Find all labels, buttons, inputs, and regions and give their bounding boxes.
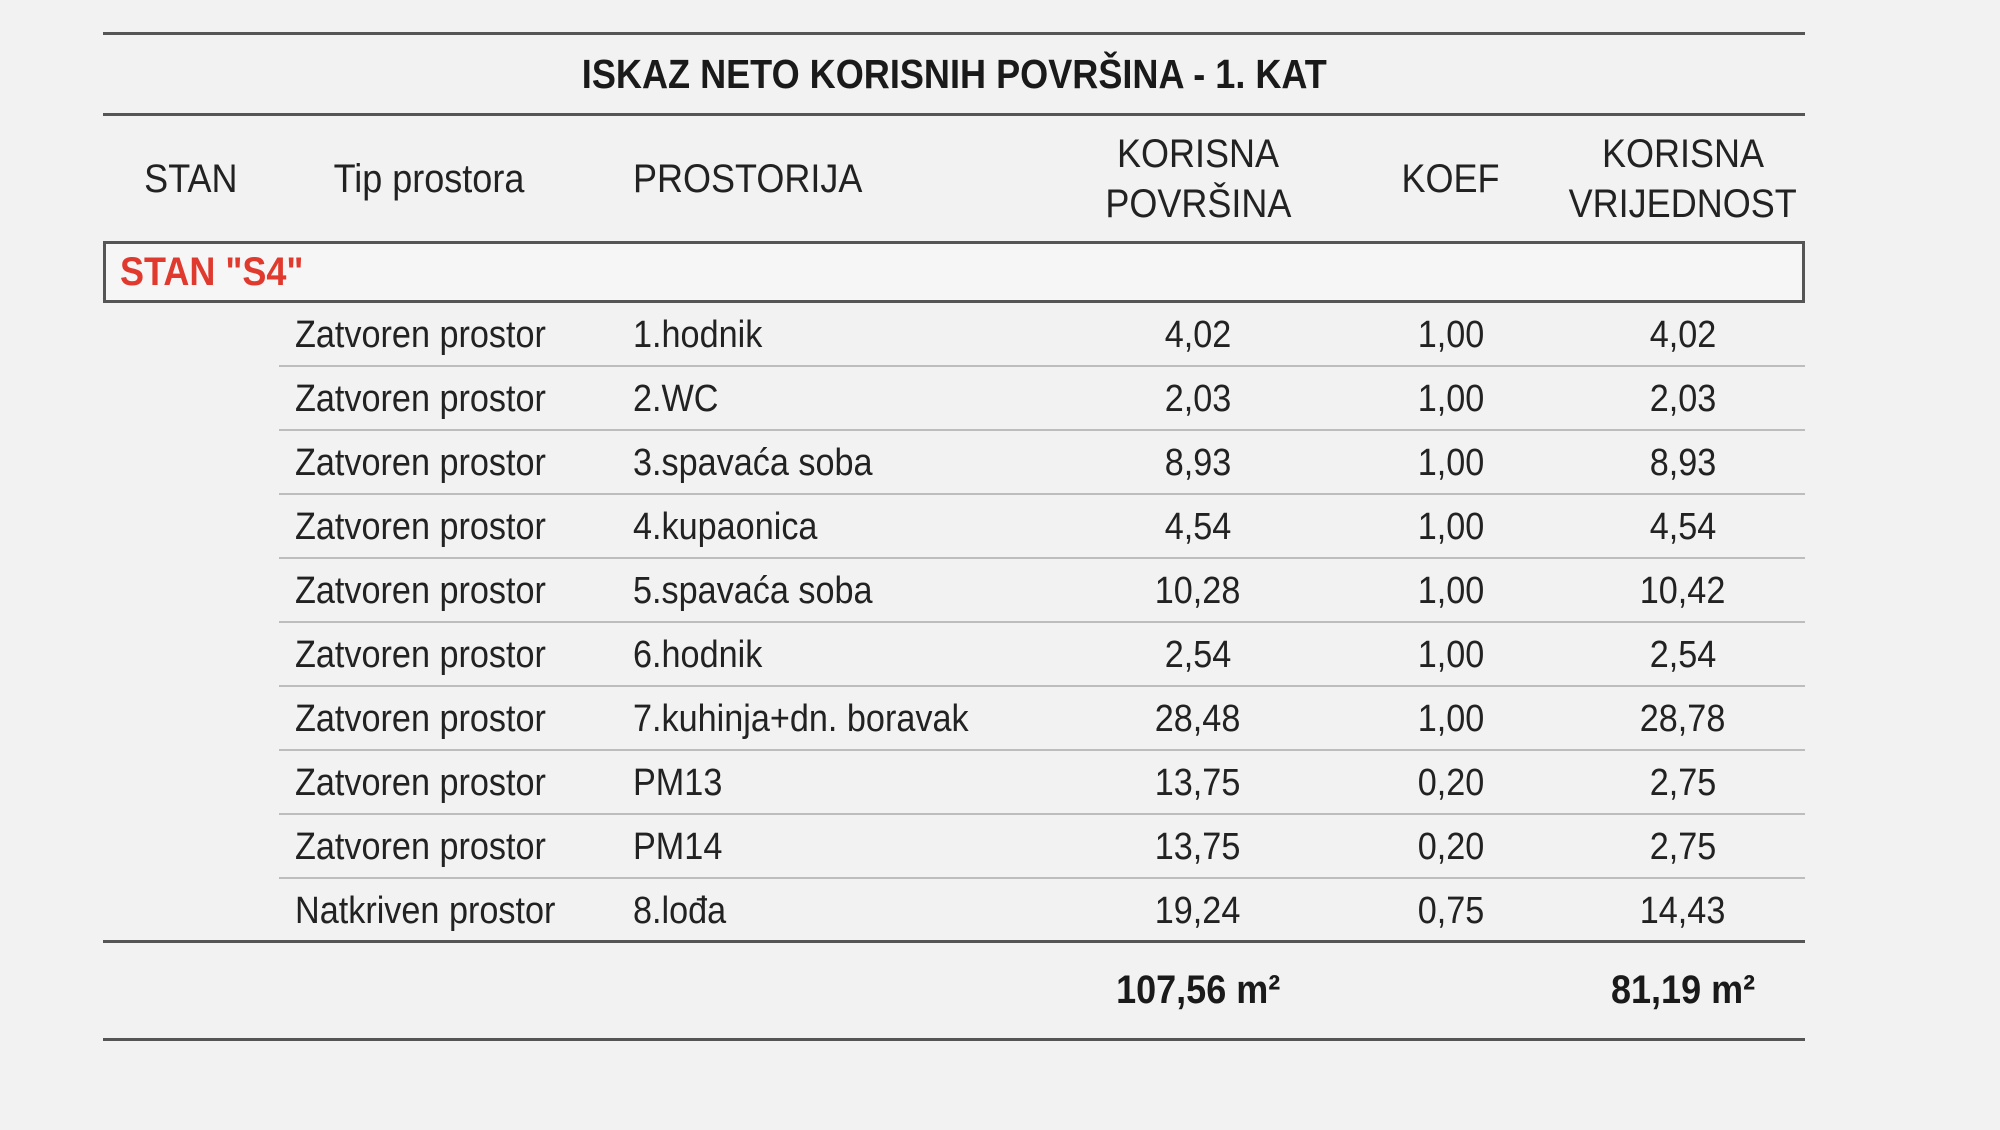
- header-stan: STAN: [144, 156, 238, 201]
- cell-koef: 1,00: [1417, 505, 1484, 548]
- area-table: [103, 32, 1805, 1041]
- cell-value: 4,54: [1649, 505, 1717, 548]
- cell-tip: Zatvoren prostor: [295, 313, 546, 356]
- cell-tip: Zatvoren prostor: [295, 825, 546, 868]
- cell-area: 4,02: [1164, 313, 1232, 356]
- cell-area: 8,93: [1164, 441, 1232, 484]
- cell-tip: Zatvoren prostor: [295, 505, 546, 548]
- table-row: [103, 303, 1805, 367]
- cell-room: PM13: [633, 761, 723, 804]
- cell-area: 28,48: [1155, 697, 1241, 740]
- table-header: [103, 116, 1805, 241]
- header-koef: KOEF: [1401, 156, 1500, 201]
- cell-room: 2.WC: [633, 377, 719, 420]
- table-row: [103, 431, 1805, 495]
- cell-area: 4,54: [1164, 505, 1232, 548]
- table-rows: [103, 303, 1805, 943]
- cell-room: 8.lođa: [633, 889, 727, 932]
- table-row: [103, 623, 1805, 687]
- table-row: [103, 559, 1805, 623]
- cell-area: 13,75: [1155, 825, 1241, 868]
- cell-room: 1.hodnik: [633, 313, 763, 356]
- header-value: KORISNA VRIJEDNOST: [1568, 131, 1798, 226]
- cell-koef: 1,00: [1417, 313, 1484, 356]
- cell-koef: 0,75: [1417, 889, 1484, 932]
- table-row: [103, 687, 1805, 751]
- cell-tip: Zatvoren prostor: [295, 569, 546, 612]
- header-area: KORISNA POVRŠINA: [1104, 131, 1292, 226]
- cell-tip: Natkriven prostor: [295, 889, 556, 932]
- table-row: [103, 495, 1805, 559]
- cell-koef: 0,20: [1417, 761, 1484, 804]
- header-prostorija: PROSTORIJA: [633, 156, 863, 201]
- cell-room: 6.hodnik: [633, 633, 763, 676]
- cell-koef: 0,20: [1417, 825, 1484, 868]
- cell-tip: Zatvoren prostor: [295, 633, 546, 676]
- cell-value: 8,93: [1649, 441, 1717, 484]
- cell-tip: Zatvoren prostor: [295, 697, 546, 740]
- cell-tip: Zatvoren prostor: [295, 377, 546, 420]
- cell-area: 2,03: [1164, 377, 1232, 420]
- total-value: 81,19 m²: [1610, 968, 1756, 1012]
- section-stan-s4: [103, 241, 1805, 303]
- cell-room: 5.spavaća soba: [633, 569, 873, 612]
- table-row: [103, 879, 1805, 943]
- totals-row: [103, 943, 1805, 1041]
- cell-tip: Zatvoren prostor: [295, 761, 546, 804]
- cell-value: 4,02: [1649, 313, 1717, 356]
- header-tip: Tip prostora: [333, 156, 525, 201]
- cell-room: 4.kupaonica: [633, 505, 818, 548]
- cell-value: 2,75: [1649, 825, 1717, 868]
- table-row: [103, 751, 1805, 815]
- total-area: 107,56 m²: [1115, 968, 1281, 1012]
- cell-room: 3.spavaća soba: [633, 441, 873, 484]
- cell-area: 13,75: [1155, 761, 1241, 804]
- cell-value: 28,78: [1640, 697, 1726, 740]
- cell-area: 2,54: [1164, 633, 1232, 676]
- cell-koef: 1,00: [1417, 569, 1484, 612]
- cell-area: 19,24: [1155, 889, 1241, 932]
- cell-koef: 1,00: [1417, 377, 1484, 420]
- cell-value: 2,03: [1649, 377, 1717, 420]
- cell-koef: 1,00: [1417, 633, 1484, 676]
- cell-koef: 1,00: [1417, 697, 1484, 740]
- cell-tip: Zatvoren prostor: [295, 441, 546, 484]
- cell-koef: 1,00: [1417, 441, 1484, 484]
- cell-value: 2,54: [1649, 633, 1717, 676]
- table-row: [103, 815, 1805, 879]
- cell-value: 14,43: [1640, 889, 1726, 932]
- cell-value: 10,42: [1640, 569, 1726, 612]
- table-title: ISKAZ NETO KORISNIH POVRŠINA - 1. KAT: [581, 50, 1327, 97]
- table-row: [103, 367, 1805, 431]
- cell-value: 2,75: [1649, 761, 1717, 804]
- cell-room: PM14: [633, 825, 723, 868]
- section-label: STAN "S4": [120, 249, 304, 294]
- table-title-bar: [103, 32, 1805, 116]
- cell-area: 10,28: [1155, 569, 1241, 612]
- cell-room: 7.kuhinja+dn. boravak: [633, 697, 969, 740]
